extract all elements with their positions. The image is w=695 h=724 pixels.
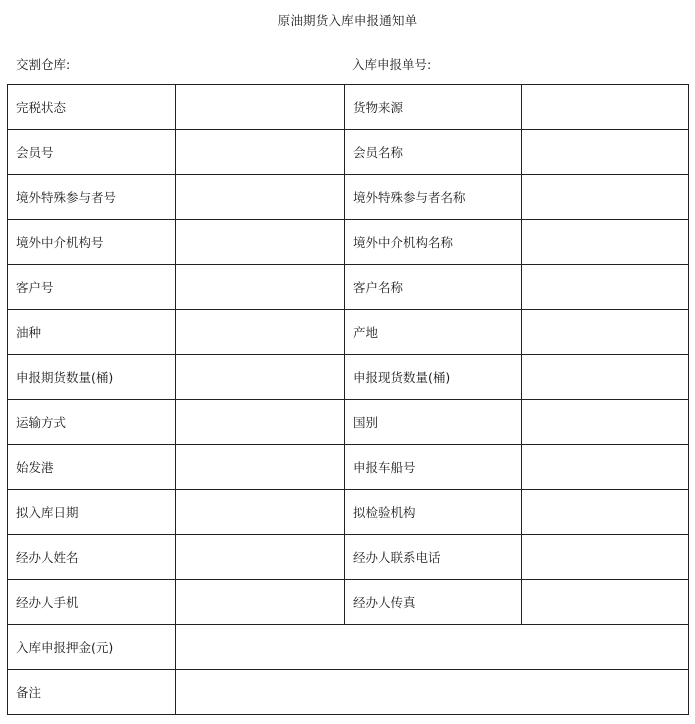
deposit-field[interactable] [176,625,689,670]
form-row [8,445,689,490]
form-row [8,625,689,670]
declaration-form-table [7,84,689,715]
handler-mobile-field[interactable] [176,580,345,625]
goods-source-field[interactable] [522,85,689,130]
futures-quantity-field[interactable] [176,355,345,400]
overseas-participant-no-field[interactable] [176,175,345,220]
form-row [8,85,689,130]
client-name-field[interactable] [522,265,689,310]
overseas-participant-no-label: 境外特殊参与者号 [8,175,176,220]
overseas-participant-name-label: 境外特殊参与者名称 [345,175,522,220]
vehicle-vessel-no-label: 申报车船号 [345,445,522,490]
form-row [8,490,689,535]
member-name-label: 会员名称 [345,130,522,175]
client-no-field[interactable] [176,265,345,310]
overseas-intermediary-no-label: 境外中介机构号 [8,220,176,265]
futures-quantity-label: 申报期货数量(桶) [8,355,176,400]
form-row [8,535,689,580]
planned-date-label: 拟入库日期 [8,490,176,535]
vehicle-vessel-no-field[interactable] [522,445,689,490]
inspection-agency-field[interactable] [522,490,689,535]
departure-port-label: 始发港 [8,445,176,490]
origin-label: 产地 [345,310,522,355]
oil-type-field[interactable] [176,310,345,355]
deposit-label: 入库申报押金(元) [8,625,176,670]
form-row [8,355,689,400]
overseas-intermediary-no-field[interactable] [176,220,345,265]
member-no-label: 会员号 [8,130,176,175]
tax-status-field[interactable] [176,85,345,130]
warehouse-label: 交割仓库: [16,57,71,72]
overseas-participant-name-field[interactable] [522,175,689,220]
handler-phone-label: 经办人联系电话 [345,535,522,580]
form-row [8,310,689,355]
tax-status-label: 完税状态 [8,85,176,130]
handler-name-field[interactable] [176,535,345,580]
remarks-label: 备注 [8,670,176,715]
handler-fax-field[interactable] [522,580,689,625]
form-row [8,265,689,310]
application-number-label: 入库申报单号: [352,57,432,72]
client-no-label: 客户号 [8,265,176,310]
overseas-intermediary-name-label: 境外中介机构名称 [345,220,522,265]
transport-mode-field[interactable] [176,400,345,445]
departure-port-field[interactable] [176,445,345,490]
handler-mobile-label: 经办人手机 [8,580,176,625]
form-row [8,670,689,715]
goods-source-label: 货物来源 [345,85,522,130]
transport-mode-label: 运输方式 [8,400,176,445]
overseas-intermediary-name-field[interactable] [522,220,689,265]
handler-name-label: 经办人姓名 [8,535,176,580]
country-label: 国别 [345,400,522,445]
spot-quantity-label: 申报现货数量(桶) [345,355,522,400]
handler-fax-label: 经办人传真 [345,580,522,625]
form-row [8,220,689,265]
form-row [8,130,689,175]
member-no-field[interactable] [176,130,345,175]
form-row [8,175,689,220]
spot-quantity-field[interactable] [522,355,689,400]
member-name-field[interactable] [522,130,689,175]
handler-phone-field[interactable] [522,535,689,580]
remarks-field[interactable] [176,670,689,715]
inspection-agency-label: 拟检验机构 [345,490,522,535]
oil-type-label: 油种 [8,310,176,355]
planned-date-field[interactable] [176,490,345,535]
client-name-label: 客户名称 [345,265,522,310]
country-field[interactable] [522,400,689,445]
origin-field[interactable] [522,310,689,355]
form-row [8,400,689,445]
form-row [8,580,689,625]
document-title: 原油期货入库申报通知单 [277,13,418,28]
